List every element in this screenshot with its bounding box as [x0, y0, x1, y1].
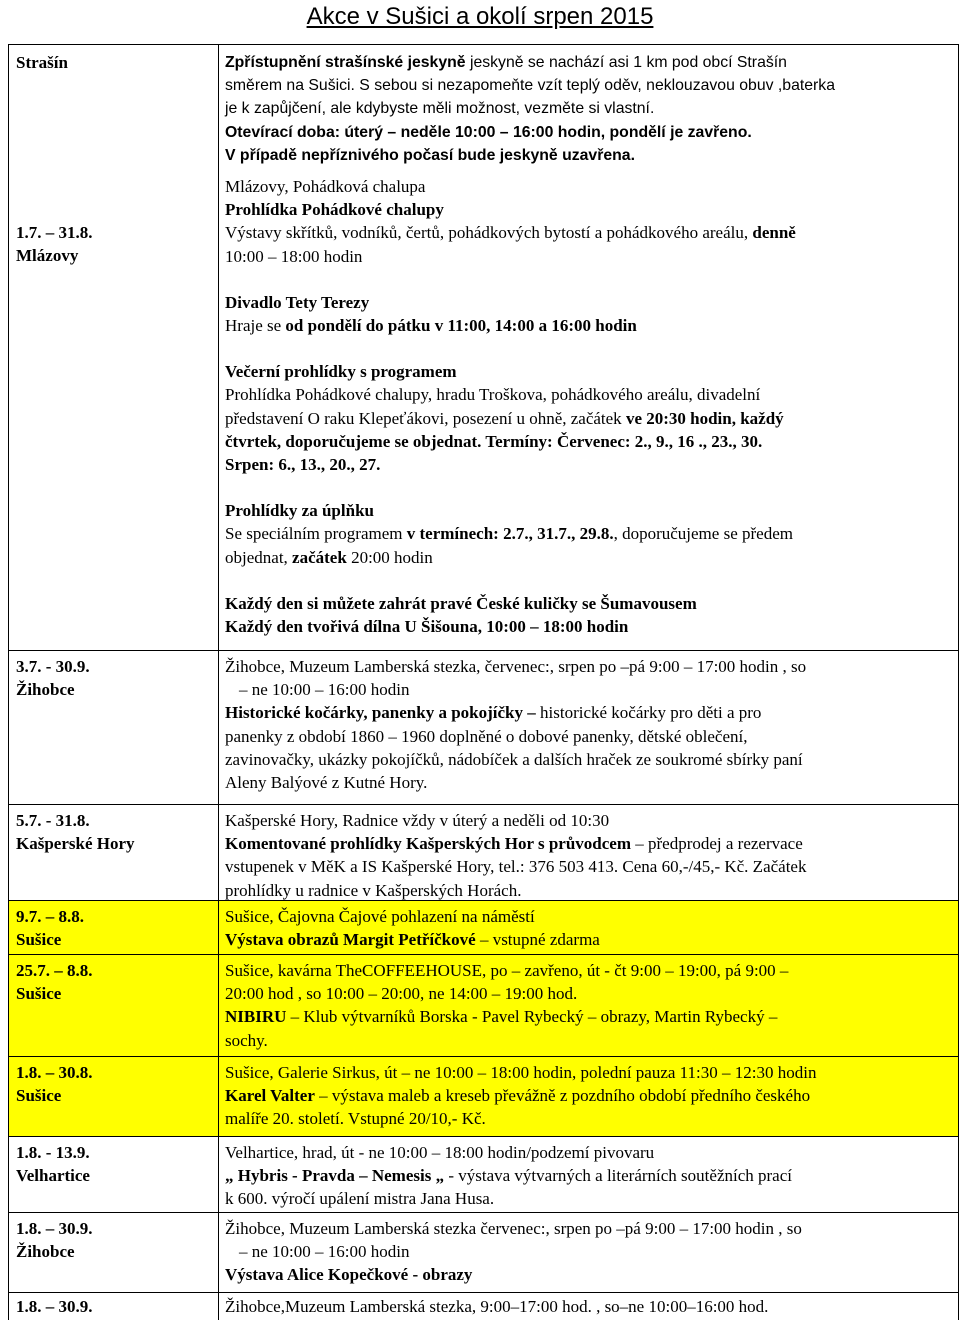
- event-zihobce-kocarky: Žihobce, Muzeum Lamberská stezka, červenec:, srpen po –pá 9:00 – 17:00 hodin , so – ne 10:00 – 16:00 hodin Historické kočárky, panenky a pokojíčky – historické kočárky pro děti a pro panenky z období 1860 – 1960 doplněné o dobové panenky, dětské oblečení, zavinovačky, ukázky pokojíčků, nádobíček a dalších hraček ze soukromé sbírky paní Aleny Balýové z Kutné Hory.: [225, 657, 807, 793]
- column-divider: [218, 1057, 219, 1136]
- column-divider: [218, 45, 219, 650]
- row-zihobce-2: [8, 1212, 959, 1292]
- event-kasperske-prohlidky: Kašperské Hory, Radnice vždy v úterý a neděli od 10:30 Komentované prohlídky Kašperských Hor s průvodcem – předprodej a rezervace vstupenek v MěK a IS Kašperské Hory, tel.: 376 503 413. Cena 60,-/45,- Kč. Začátek prohlídky u radnice v Kašperských Horách.: [225, 811, 807, 900]
- column-divider: [218, 955, 219, 1056]
- date-label: 1.8. – 30.9. Žihobce: [16, 1219, 93, 1261]
- row-zihobce-1: [8, 650, 959, 804]
- date-label: 1.8. – 30.8. Sušice: [16, 1063, 93, 1105]
- column-divider: [218, 805, 219, 900]
- date-label: 1.8. – 30.9.: [16, 1297, 93, 1316]
- column-divider: [218, 901, 219, 954]
- event-mlazovy: Mlázovy, Pohádková chalupa Prohlídka Pohádkové chalupy Výstavy skřítků, vodníků, čertů, pohádkových bytostí a pohádkového areálu, denně 10:00 – 18:00 hodin Divadlo Tety Terezy Hraje se od pondělí do pátku v 11:00, 14:00 a 16:00 hodin Večerní prohlídky s programem Prohlídka Pohádkové chalupy, hradu Troškova, pohádkového areálu, divadelní představení O raku Klepeťákovi, posezení u ohně, začátek ve 20:30 hodin, každý čtvrtek, doporučujeme se objednat. Termíny: Červenec: 2., 9., 16 ., 23., 30. Srpen: 6., 13., 20., 27. Prohlídky za úplňku Se speciálním programem v termínech: 2.7., 31.7., 29.8., doporučujeme se předem objednat, začátek 20:00 hodin Každý den si můžete zahrát pravé České kuličky se Šumavousem Každý den tvořivá dílna U Šišouna, 10:00 – 18:00 hodin: [225, 177, 796, 637]
- page-title: Akce v Sušici a okolí srpen 2015: [306, 3, 654, 30]
- date-label: 5.7. - 31.8. Kašperské Hory: [16, 811, 135, 853]
- date-label: 3.7. - 30.9. Žihobce: [16, 657, 90, 699]
- date-label: 1.8. - 13.9. Velhartice: [16, 1143, 90, 1185]
- event-zihobce-muzeum: Žihobce,Muzeum Lamberská stezka, 9:00–17:00 hod. , so–ne 10:00–16:00 hod.: [225, 1297, 769, 1316]
- row-cajovna: [8, 900, 959, 954]
- row-kavarna: [8, 954, 959, 1056]
- event-strasin: Zpřístupnění strašínské jeskyně jeskyně se nachází asi 1 km pod obcí Strašín směrem na Sušici. S sebou si nezapomeňte vzít teplý oděv, neklouzavou obuv ,baterka je k zapůjčení, ale kdybyste měli možnost, vezměte si vlastní. Otevírací doba: úterý – neděle 10:00 – 16:00 hodin, pondělí je zavřeno. V případě nepříznivého počasí bude jeskyně uzavřena.: [225, 54, 835, 164]
- event-sirkus: Sušice, Galerie Sirkus, út – ne 10:00 – 18:00 hodin, polední pauza 11:30 – 12:30 hodin Karel Valter – výstava maleb a kreseb převážně z pozdního období předního českého malíře 20. století. Vstupné 20/10,- Kč.: [225, 1063, 817, 1129]
- row-zihobce-3: [8, 1292, 959, 1320]
- date-label: 9.7. – 8.8. Sušice: [16, 907, 84, 949]
- row-sirkus: [8, 1056, 959, 1136]
- event-cajovna: Sušice, Čajovna Čajové pohlazení na náměstí Výstava obrazů Margit Petříčkové – vstupné zdarma: [225, 907, 600, 950]
- event-zihobce-kopeckova: Žihobce, Muzeum Lamberská stezka červenec:, srpen po –pá 9:00 – 17:00 hodin , so – ne 10:00 – 16:00 hodin Výstava Alice Kopečkové - obrazy: [225, 1219, 802, 1285]
- row-strasin: [8, 44, 959, 650]
- place-label: Mlázovy: [16, 246, 79, 265]
- event-kavarna: Sušice, kavárna TheCOFFEEHOUSE, po – zavřeno, út - čt 9:00 – 19:00, pá 9:00 – 20:00 hod , so 10:00 – 20:00, ne 14:00 – 19:00 hod. NIBIRU – Klub výtvarníků Borska - Pavel Rybecký – obrazy, Martin Rybecký – sochy.: [225, 961, 789, 1050]
- column-divider: [218, 1213, 219, 1292]
- column-divider: [218, 1137, 219, 1212]
- row-velhartice: [8, 1136, 959, 1212]
- column-divider: [218, 651, 219, 804]
- column-divider: [218, 1293, 219, 1320]
- date-label: 25.7. – 8.8. Sušice: [16, 961, 93, 1003]
- event-velhartice: Velhartice, hrad, út - ne 10:00 – 18:00 hodin/podzemí pivovaru „ Hybris - Pravda – Nemesis „ - výstava výtvarných a literárních soutěžních prací k 600. výročí upálení mistra Jana Husa.: [225, 1143, 792, 1209]
- date-label: 1.7. – 31.8.: [16, 223, 93, 242]
- place-label: Strašín: [16, 53, 68, 72]
- row-kasperske-hory: [8, 804, 959, 900]
